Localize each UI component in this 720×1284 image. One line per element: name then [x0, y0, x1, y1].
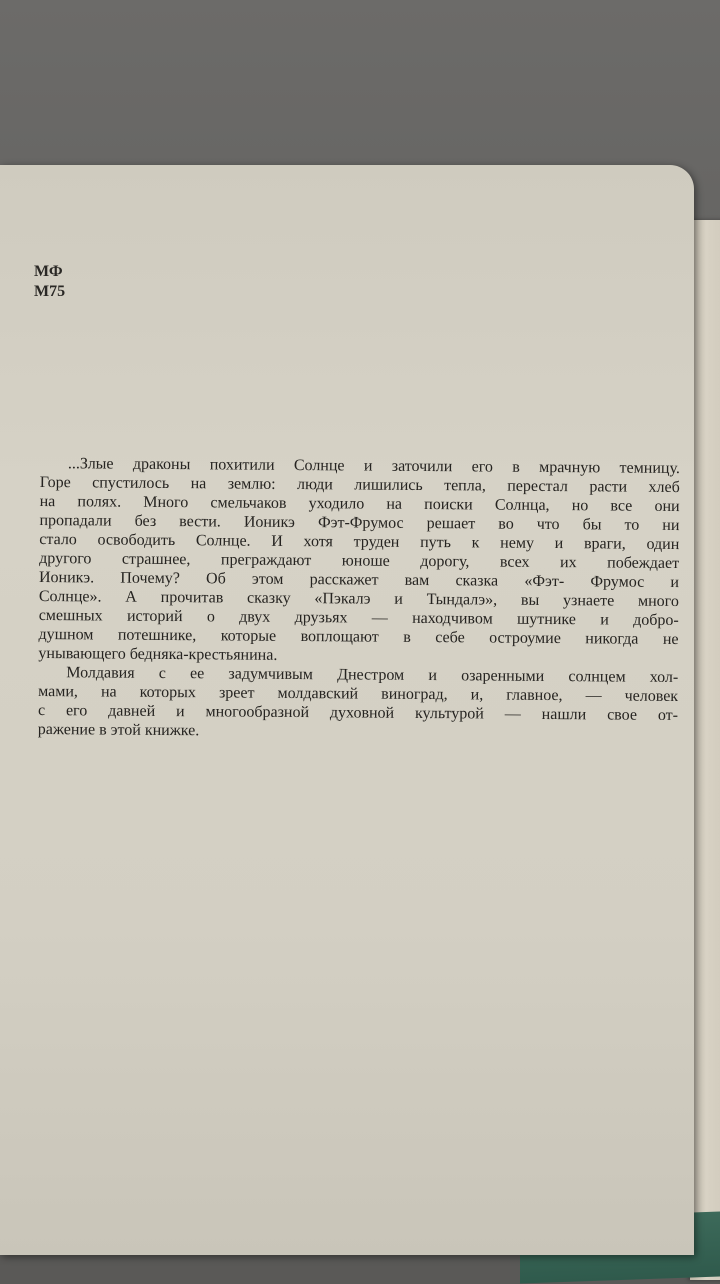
- text-line: ражение в этой книжке.: [37, 720, 200, 740]
- annotation-paragraph-1: [38, 454, 680, 668]
- annotation-text: [38, 454, 680, 744]
- book-page: [0, 165, 694, 1255]
- text-line: Молдавия с ее задумчивым Днестром и озаренными солнцем хол-: [66, 664, 679, 687]
- catalog-code-line-2: M75: [34, 283, 66, 300]
- catalog-code: [34, 262, 65, 302]
- text-line: унывающего бедняка-крестьянина.: [38, 644, 278, 664]
- text-line: Горе спустилось на землю: люди лишились тепла, перестал расти хлеб: [39, 473, 680, 497]
- text-line: Солнце». А прочитав сказку «Пэкалэ и Тындалэ», вы узнаете много: [38, 587, 679, 611]
- text-line: душном потешнике, которые воплощают в себе остроумие никогда не: [38, 625, 679, 649]
- text-line: смешных историй о двух друзьях — находчивом шутнике и добро-: [38, 606, 679, 630]
- text-line: ...Злые драконы похитили Солнце и заточили его в мрачную темницу.: [67, 455, 680, 478]
- catalog-code-line-1: МФ: [34, 263, 63, 280]
- text-line: другого страшнее, преграждают юноше дорогу, всех их побеждает: [39, 549, 680, 573]
- text-line: мами, на которых зреет молдавский виноград, и, главное, — человек: [38, 682, 679, 706]
- text-line: с его давней и многообразной духовной культурой — нашли свое от-: [37, 701, 679, 725]
- next-page-edge: [690, 220, 720, 1280]
- text-line: Ионикэ. Почему? Об этом расскажет вам сказка «Фэт- Фрумос и: [38, 568, 680, 592]
- text-line: на полях. Много смельчаков уходило на поиски Солнца, но все они: [39, 492, 680, 516]
- text-line: пропадали без вести. Ионикэ Фэт-Фрумос решает во что бы то ни: [39, 511, 680, 535]
- annotation-paragraph-2: [38, 663, 679, 744]
- text-line: стало освободить Солнце. И хотя труден путь к нему и враги, один: [39, 530, 680, 554]
